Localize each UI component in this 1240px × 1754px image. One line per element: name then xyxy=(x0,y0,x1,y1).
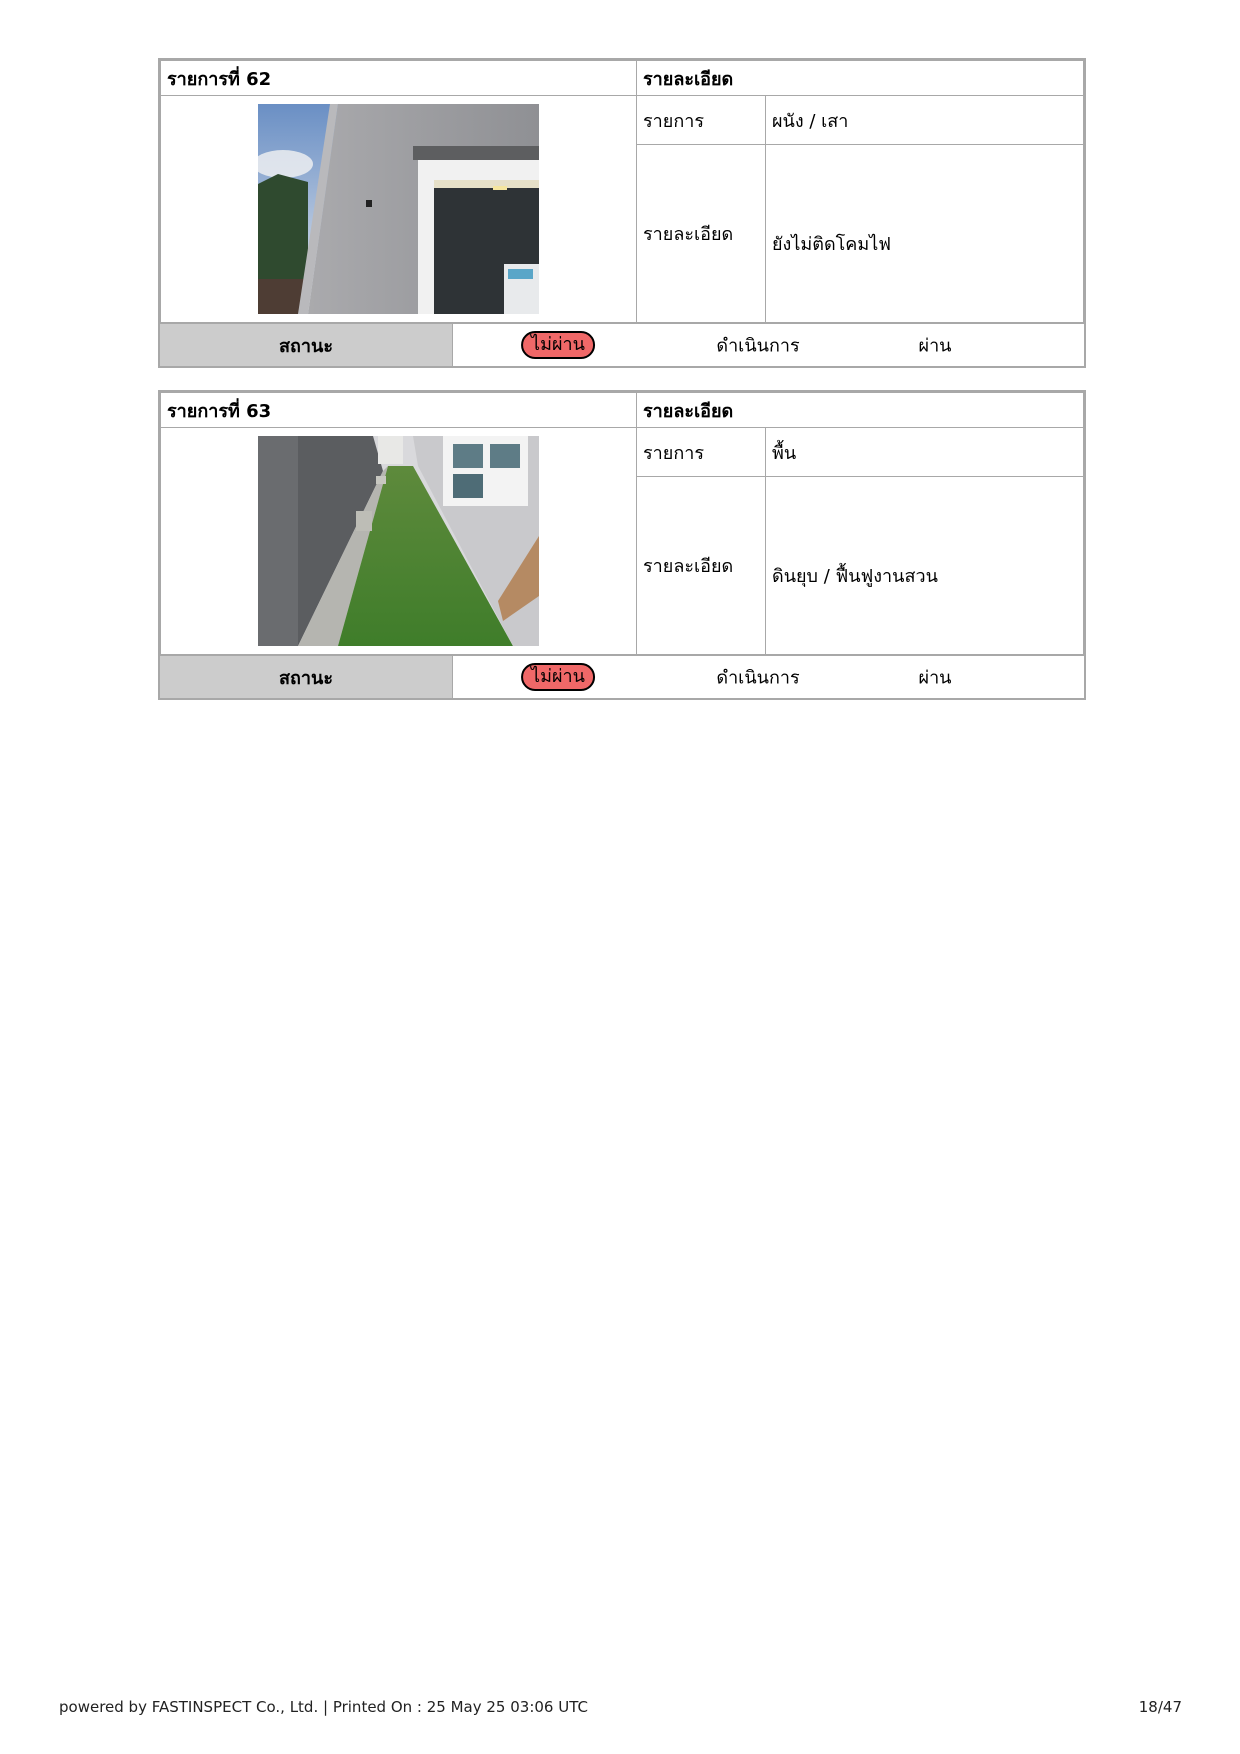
detail-value: ดินยุบ / ฟื้นฟูงานสวน xyxy=(766,477,1084,655)
photo-cell xyxy=(161,428,637,655)
status-in-progress-option[interactable]: ดำเนินการ xyxy=(716,667,800,689)
status-row xyxy=(160,323,1084,366)
photo-cell xyxy=(161,96,637,323)
item-title: รายการที่ 62 xyxy=(161,61,637,96)
detail-header: รายละเอียด xyxy=(637,61,1084,96)
status-in-progress-option[interactable]: ดำเนินการ xyxy=(716,335,800,357)
list-value: พื้น xyxy=(766,428,1084,477)
item-table xyxy=(160,392,1084,655)
status-row xyxy=(160,655,1084,698)
list-label: รายการ xyxy=(637,96,766,145)
detail-header: รายละเอียด xyxy=(637,393,1084,428)
status-options xyxy=(453,656,1084,698)
garden-floor-photo xyxy=(258,436,539,646)
list-value: ผนัง / เสา xyxy=(766,96,1084,145)
status-fail-option[interactable]: ไม่ผ่าน xyxy=(521,663,595,691)
footer-credit: powered by FASTINSPECT Co., Ltd. | Printed On : 25 May 25 03:06 UTC xyxy=(59,1698,588,1716)
inspection-item-62 xyxy=(158,58,1086,368)
detail-label: รายละเอียด xyxy=(637,145,766,323)
inspection-item-63 xyxy=(158,390,1086,700)
list-label: รายการ xyxy=(637,428,766,477)
status-options xyxy=(453,324,1084,366)
page-number: 18/47 xyxy=(1138,1698,1182,1716)
status-fail-option[interactable]: ไม่ผ่าน xyxy=(521,331,595,359)
detail-value: ยังไม่ติดโคมไฟ xyxy=(766,145,1084,323)
item-table xyxy=(160,60,1084,323)
wall-light-photo xyxy=(258,104,539,314)
status-label: สถานะ xyxy=(160,324,453,366)
detail-label: รายละเอียด xyxy=(637,477,766,655)
status-label: สถานะ xyxy=(160,656,453,698)
status-pass-option[interactable]: ผ่าน xyxy=(918,667,952,689)
item-title: รายการที่ 63 xyxy=(161,393,637,428)
status-pass-option[interactable]: ผ่าน xyxy=(918,335,952,357)
